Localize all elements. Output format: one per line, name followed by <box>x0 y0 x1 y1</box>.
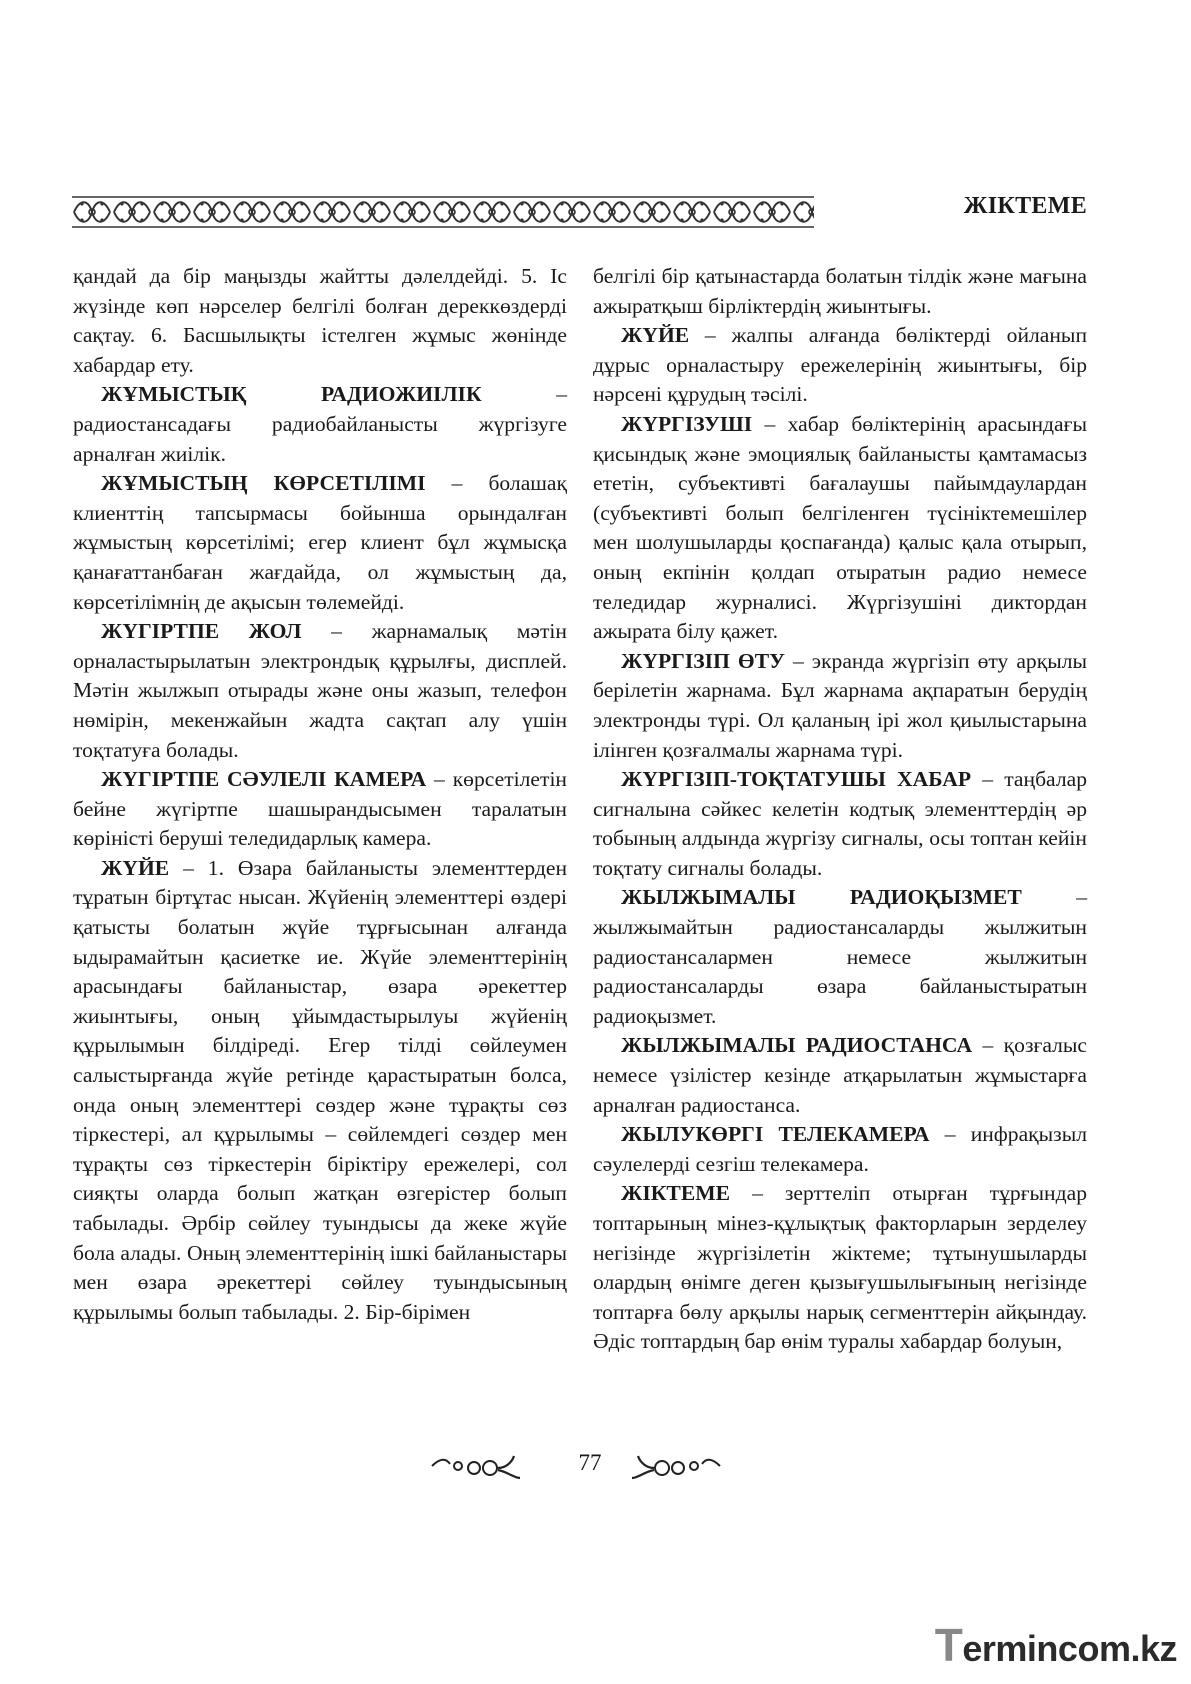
decorative-ornament-band-icon <box>72 195 814 229</box>
entry-term: ЖҮГІРТПЕ ЖОЛ <box>101 619 302 644</box>
entry-term: ЖҮРГІЗУШІ <box>621 411 753 436</box>
entry-definition: – 1. Өзара байланысты элементтерден тұратын біртұтас нысан. Жүйенің элементтері өздері қатысты болатын жүйе тұрғысынан алғанда ыдырамайтын қасиетке ие. Жүйе элементтерінің арасындағы байланыстар, өзара әрекеттер жиынтығы, оның ұйымдастырылуы жүйенің құрылымын білдіреді. Егер тілді сөйлеумен салыстырғанда жүйе ретінде қарастыратын болса, онда оның элементтері сөздер және тұрақты сөз тіркестері, ал құрылымы – сөйлемдегі сөздер мен тұрақты сөз тіркестерін біріктіру ережелері, сол сияқты оларда болып жатқан өзгерістер болып табылады. Әрбір сөйлеу туындысы да жеке жүйе бола алады. Оның элементтерінің ішкі байланыстары мен өзара әрекеттері сөйлеу туындысының құрылымы болып табылады. 2. Бір-бірімен <box>73 855 567 1324</box>
entry-term: ЖҰМЫСТЫҢ КӨРСЕТІЛІМІ <box>101 471 426 496</box>
entry-definition: – жылжымайтын радиостансаларды жылжитын радиостансалармен немесе жылжитын радиостансаларды өзара байланыстыратын радиоқызмет. <box>593 885 1087 1028</box>
entry-text: қандай да бір маңызды жайтты дәлелдейді. 5. Іс жүзінде көп нәрселер белгілі болған дереккөздерді сақтау. 6. Басшылықты істелген жұмыс жөнінде хабардар ету. <box>73 264 567 377</box>
dictionary-entry <box>593 410 1087 647</box>
entry-term: ЖІКТЕМЕ <box>621 1181 731 1206</box>
watermark-o-letter: o <box>1077 1628 1099 1669</box>
entry-definition: – жарнамалық мәтін орналастырылатын электрондық құрылғы, дисплей. Мәтін жылжып отырады және оны жазып, телефон нөмірін, мекенжайын жадта сақтап алу үшін тоқтатуға болады. <box>73 619 567 762</box>
entry-definition: – қозғалыс немесе үзілістер кезінде атқарылатын жұмыстарға арналған радиостанса. <box>593 1033 1087 1117</box>
dictionary-entry <box>593 1120 1087 1179</box>
watermark-first-letter: T <box>934 1619 963 1671</box>
entry-definition: – таңбалар сигналына сәйкес келетін кодтық элементтердің әр тобының алдында жүргізу сигналы, осы топтан кейін тоқтату сигналы болады. <box>593 767 1087 880</box>
entry-definition: – болашақ клиенттің тапсырмасы бойынша орындалған жұмыстың көрсетілімі; егер клиент бұл жұмысқа қанағаттанбаған жағдайда, ол жұмыстың да, көрсетілімнің де ақысын төлемейді. <box>73 471 567 614</box>
entry-term: ЖҰМЫСТЫҚ РАДИОЖИІЛІК <box>101 382 482 407</box>
entry-term: ЖҮЙЕ <box>621 323 690 348</box>
page-number: 77 <box>578 1450 602 1475</box>
dictionary-entry <box>73 469 567 617</box>
dictionary-entry <box>73 380 567 469</box>
dictionary-entry-continuation <box>593 262 1087 321</box>
left-text-column <box>73 262 567 1327</box>
entry-definition: – көрсетілетін бейне жүгіртпе шашырандысымен таралатын көріністі беруші теледидарлық камера. <box>73 767 567 851</box>
dictionary-entry <box>73 765 567 854</box>
entry-definition: – жалпы алғанда бөліктерді ойланып дұрыс орналастыру ережелерінің жиынтығы, бір нәрсені құрудың тәсілі. <box>593 323 1087 407</box>
page-footer <box>0 1448 1191 1492</box>
entry-term: ЖЫЛЖЫМАЛЫ РАДИОҚЫЗМЕТ <box>621 885 1022 910</box>
scroll-ornament-right-icon <box>628 1452 724 1482</box>
dictionary-entry <box>73 617 567 765</box>
entry-term: ЖЫЛЖЫМАЛЫ РАДИОСТАНСА <box>621 1033 973 1058</box>
watermark-text: erminc <box>962 1628 1078 1669</box>
entry-definition: – радиостансадағы радиобайланысты жүргізуге арналған жиілік. <box>73 382 567 466</box>
dictionary-entry <box>593 765 1087 883</box>
dictionary-entry <box>593 1031 1087 1120</box>
entry-definition: – хабар бөліктерінің арасындағы қисындық және эмоциялық байланысты қамтамасыз ететін, субъективті бағалаушы пайымдаулардан (субъективті болып белгіленген түсініктемешілер мен шолушыларды қоспағанда) қалыс қала отырып, оның екпінін қолдап отыратын радио немесе теледидар журналисі. Жүргізушіні диктордан ажырата білу қажет. <box>593 411 1087 644</box>
dictionary-entry <box>593 647 1087 765</box>
entry-term: ЖЫЛУКӨРГІ ТЕЛЕКАМЕРА <box>621 1122 930 1147</box>
entry-term: ЖҮРГІЗІП-ТОҚТАТУШЫ ХАБАР <box>621 767 972 792</box>
entry-term: ЖҮРГІЗІП ӨТУ <box>621 648 785 673</box>
dictionary-entry <box>593 883 1087 1031</box>
scroll-ornament-left-icon <box>428 1452 524 1482</box>
right-text-column <box>593 262 1087 1357</box>
running-header-title: ЖІКТЕМЕ <box>963 193 1087 219</box>
entry-definition: – экранда жүргізіп өту арқылы берілетін жарнама. Бұл жарнама ақпаратын берудің электронды түрі. Ол қаланың ірі жол қиылыстарына ілінген қозғалмалы жарнама түрі. <box>593 648 1087 762</box>
watermark-tail: m.kz <box>1098 1628 1177 1669</box>
entry-term: ЖҮГІРТПЕ СӘУЛЕЛІ КАМЕРА <box>101 767 427 792</box>
entry-term: ЖҮЙЕ <box>101 855 170 880</box>
entry-text: белгілі бір қатынастарда болатын тілдік және мағына ажыратқыш бірліктердің жиынтығы. <box>593 264 1087 318</box>
entry-definition: – зерттеліп отырған тұрғындар топтарының мінез-құлықтық факторларын зерделеу негізінде жүргізілетін жіктеме; тұтынушыларды олардың өнімге деген қызығушылығының негізінде топтарға бөлу арқылы нарық сегменттерін айқындау. Әдіс топтардың бар өнім туралы хабардар болуын, <box>593 1181 1087 1354</box>
termincom-watermark <box>935 1618 1177 1672</box>
entry-definition: – инфрақызыл сәулелерді сезгіш телекамера. <box>593 1122 1087 1176</box>
dictionary-entry-continuation <box>73 262 567 380</box>
dictionary-entry <box>593 321 1087 410</box>
dictionary-entry <box>593 1179 1087 1357</box>
dictionary-entry <box>73 854 567 1328</box>
